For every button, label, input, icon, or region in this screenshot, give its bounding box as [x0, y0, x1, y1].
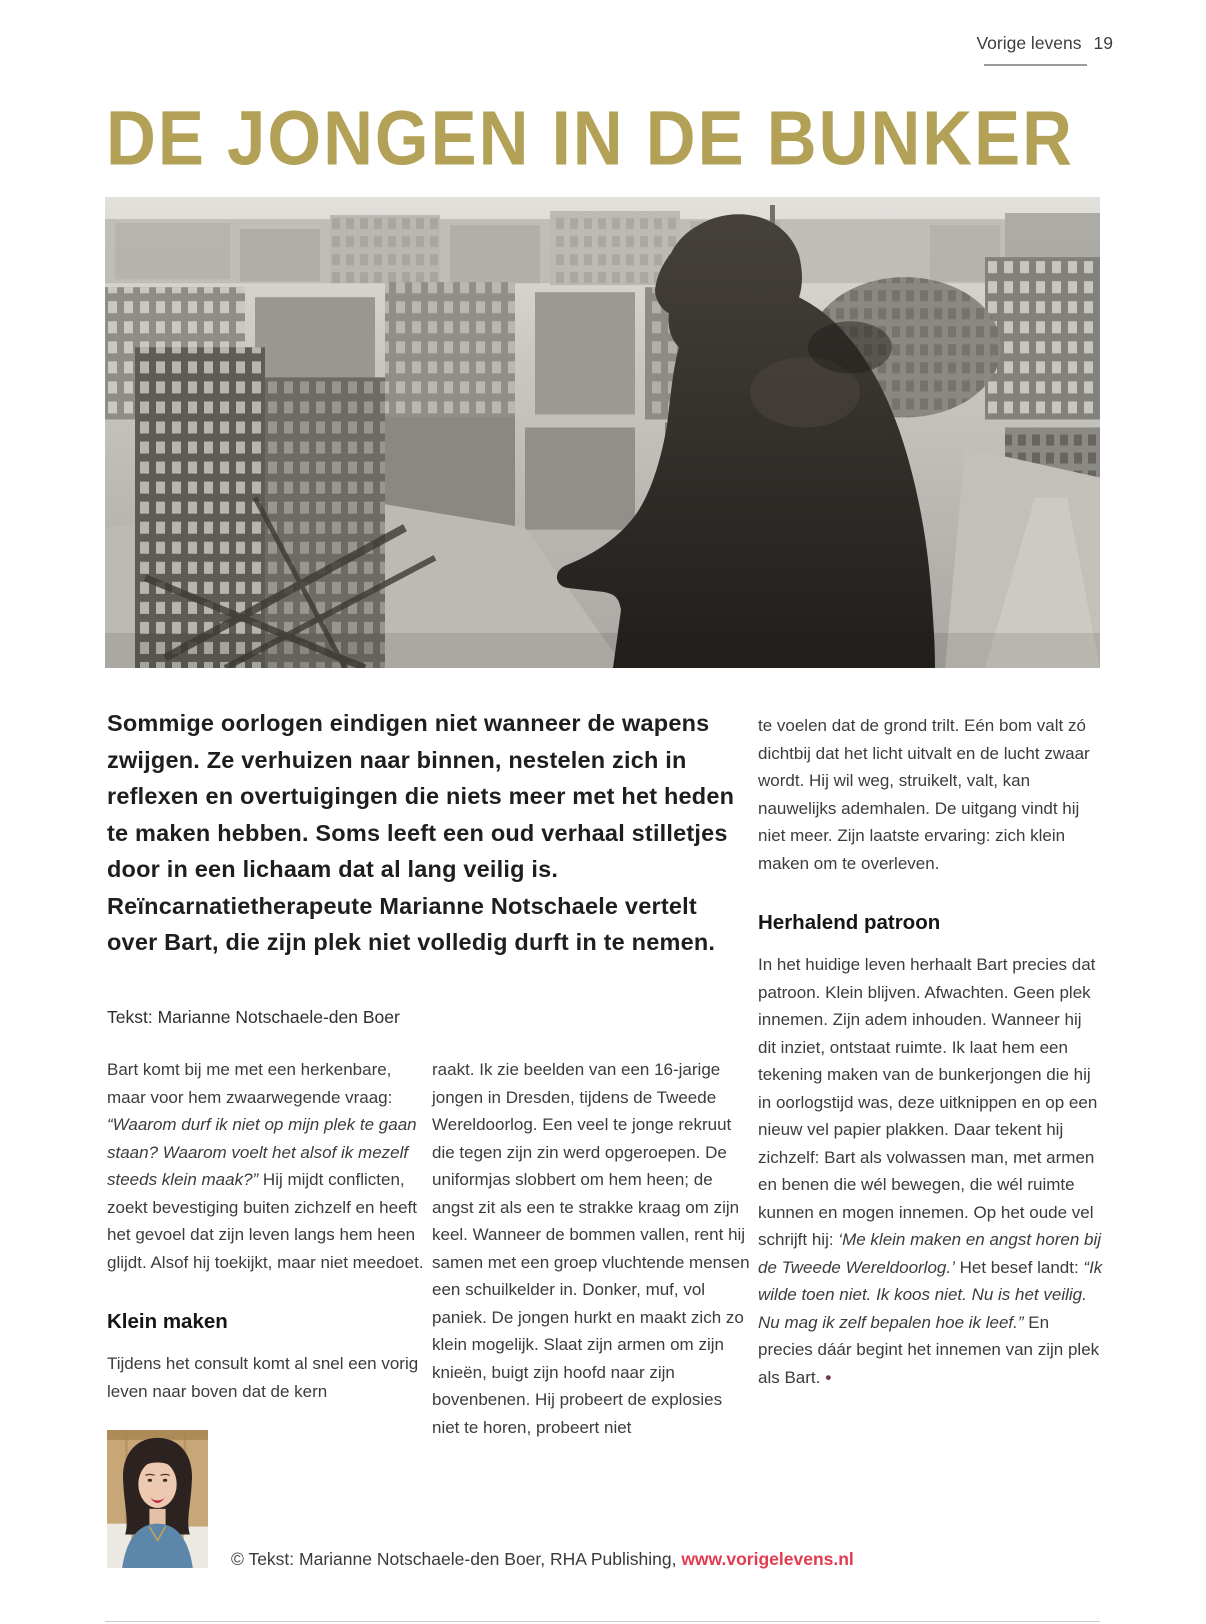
- page-number: 19: [1093, 33, 1113, 53]
- author-photo: [107, 1430, 208, 1568]
- paragraph: Tijdens het consult komt al snel een vorig leven naar boven dat de kern: [107, 1354, 419, 1401]
- credit-text: © Tekst: Marianne Notschaele-den Boer, RHA Publishing,: [231, 1549, 682, 1569]
- text-segment: Bart komt bij me met een herkenbare, maar voor hem zwaarwegende vraag:: [107, 1060, 393, 1107]
- bottom-rule: [105, 1621, 1100, 1622]
- article-title: DE JONGEN IN DE BUNKER: [106, 95, 1074, 182]
- hero-photo: [105, 197, 1100, 668]
- text-segment: Hij mijdt conflicten, zoekt bevestiging buiten zichzelf en heeft het gevoel dat zijn leven langs hem heen glijdt. Alsof hij toekijkt, maar niet meedoet.: [107, 1170, 424, 1272]
- subheading-klein-maken: Klein maken: [107, 1310, 228, 1333]
- quote-italic: “Waarom durf ik niet op mijn plek te gaan staan? Waarom voelt het alsof ik mezelf steeds klein maak?”: [107, 1115, 417, 1189]
- quote-italic: “Ik wilde toen niet. Ik koos niet. Nu is het veilig. Nu mag ik zelf bepalen hoe ik leef.”: [758, 1257, 1103, 1332]
- paragraph: raakt. Ik zie beelden van een 16-jarige jongen in Dresden, tijdens de Tweede Wereldoorlog. Een veel te jonge rekruut die tegen zijn zin werd opgeroepen. De uniformjas slobbert om hem heen; de angst zit als een te strakke kraag om zijn keel. Wanneer de bommen vallen, rent hij samen met een groep vluchtende mensen een schuilkelder in. Donker, muf, vol paniek. De jongen hurkt en maakt zich zo klein mogelijk. Slaat zijn armen om zijn knieën, buigt zijn hoofd naar zijn bovenbenen. Hij probeert de explosies niet te horen, probeert niet: [432, 1060, 750, 1437]
- text-segment: In het huidige leven herhaalt Bart precies dat patroon. Klein blijven. Afwachten. Geen plek innemen. Zijn adem inhouden. Wanneer hij dit inziet, ontstaat ruimte. Ik laat hem een tekening maken van de bunkerjongen die hij in oorlogstijd was, deze uitknippen en op een nieuw vel papier plakken. Daar tekent hij zichzelf: Bart als volwassen man, met armen en benen die wél bewegen, die wél ruimte kunnen en mogen innemen. Op het oude vel schrijft hij:: [758, 955, 1098, 1249]
- byline: Tekst: Marianne Notschaele-den Boer: [107, 1007, 400, 1027]
- column-1: [107, 1056, 429, 1405]
- paragraph: te voelen dat de grond trilt. Eén bom valt zó dichtbij dat het licht uitvalt en de lucht zwaar wordt. Hij wil weg, struikelt, valt, kan nauwelijks ademhalen. De uitgang vindt hij niet meer. Zijn laatste ervaring: zich klein maken om te overleven.: [758, 716, 1090, 873]
- paragraph: [758, 951, 1104, 1391]
- column-2: [432, 1056, 752, 1441]
- header-rule: [984, 64, 1087, 66]
- end-bullet-icon: •: [825, 1367, 832, 1387]
- footer-credit: [231, 1549, 854, 1570]
- page-header: [976, 33, 1113, 54]
- subheading-herhalend-patroon: Herhalend patroon: [758, 911, 941, 934]
- quote-italic: ‘Me klein maken en angst horen bij de Tweede Wereldoorlog.’: [758, 1230, 1101, 1277]
- column-3: [758, 712, 1104, 1391]
- intro-paragraph: Sommige oorlogen eindigen niet wanneer de wapens zwijgen. Ze verhuizen naar binnen, nestelen zich in reflexen en overtuigingen die niets meer met het heden te maken hebben. Soms leeft een oud verhaal stilletjes door in een lichaam dat al lang veilig is. Reïncarnatietherapeute Marianne Notschaele vertelt over Bart, die zijn plek niet volledig durft in te nemen.: [107, 710, 735, 955]
- text-segment: Het besef landt:: [954, 1257, 1084, 1277]
- text-segment: En precies dáár begint het innemen van zijn plek als Bart.: [758, 1312, 1100, 1387]
- website-link[interactable]: www.vorigelevens.nl: [681, 1549, 854, 1569]
- section-label: Vorige levens: [976, 33, 1082, 53]
- paragraph: [107, 1056, 429, 1276]
